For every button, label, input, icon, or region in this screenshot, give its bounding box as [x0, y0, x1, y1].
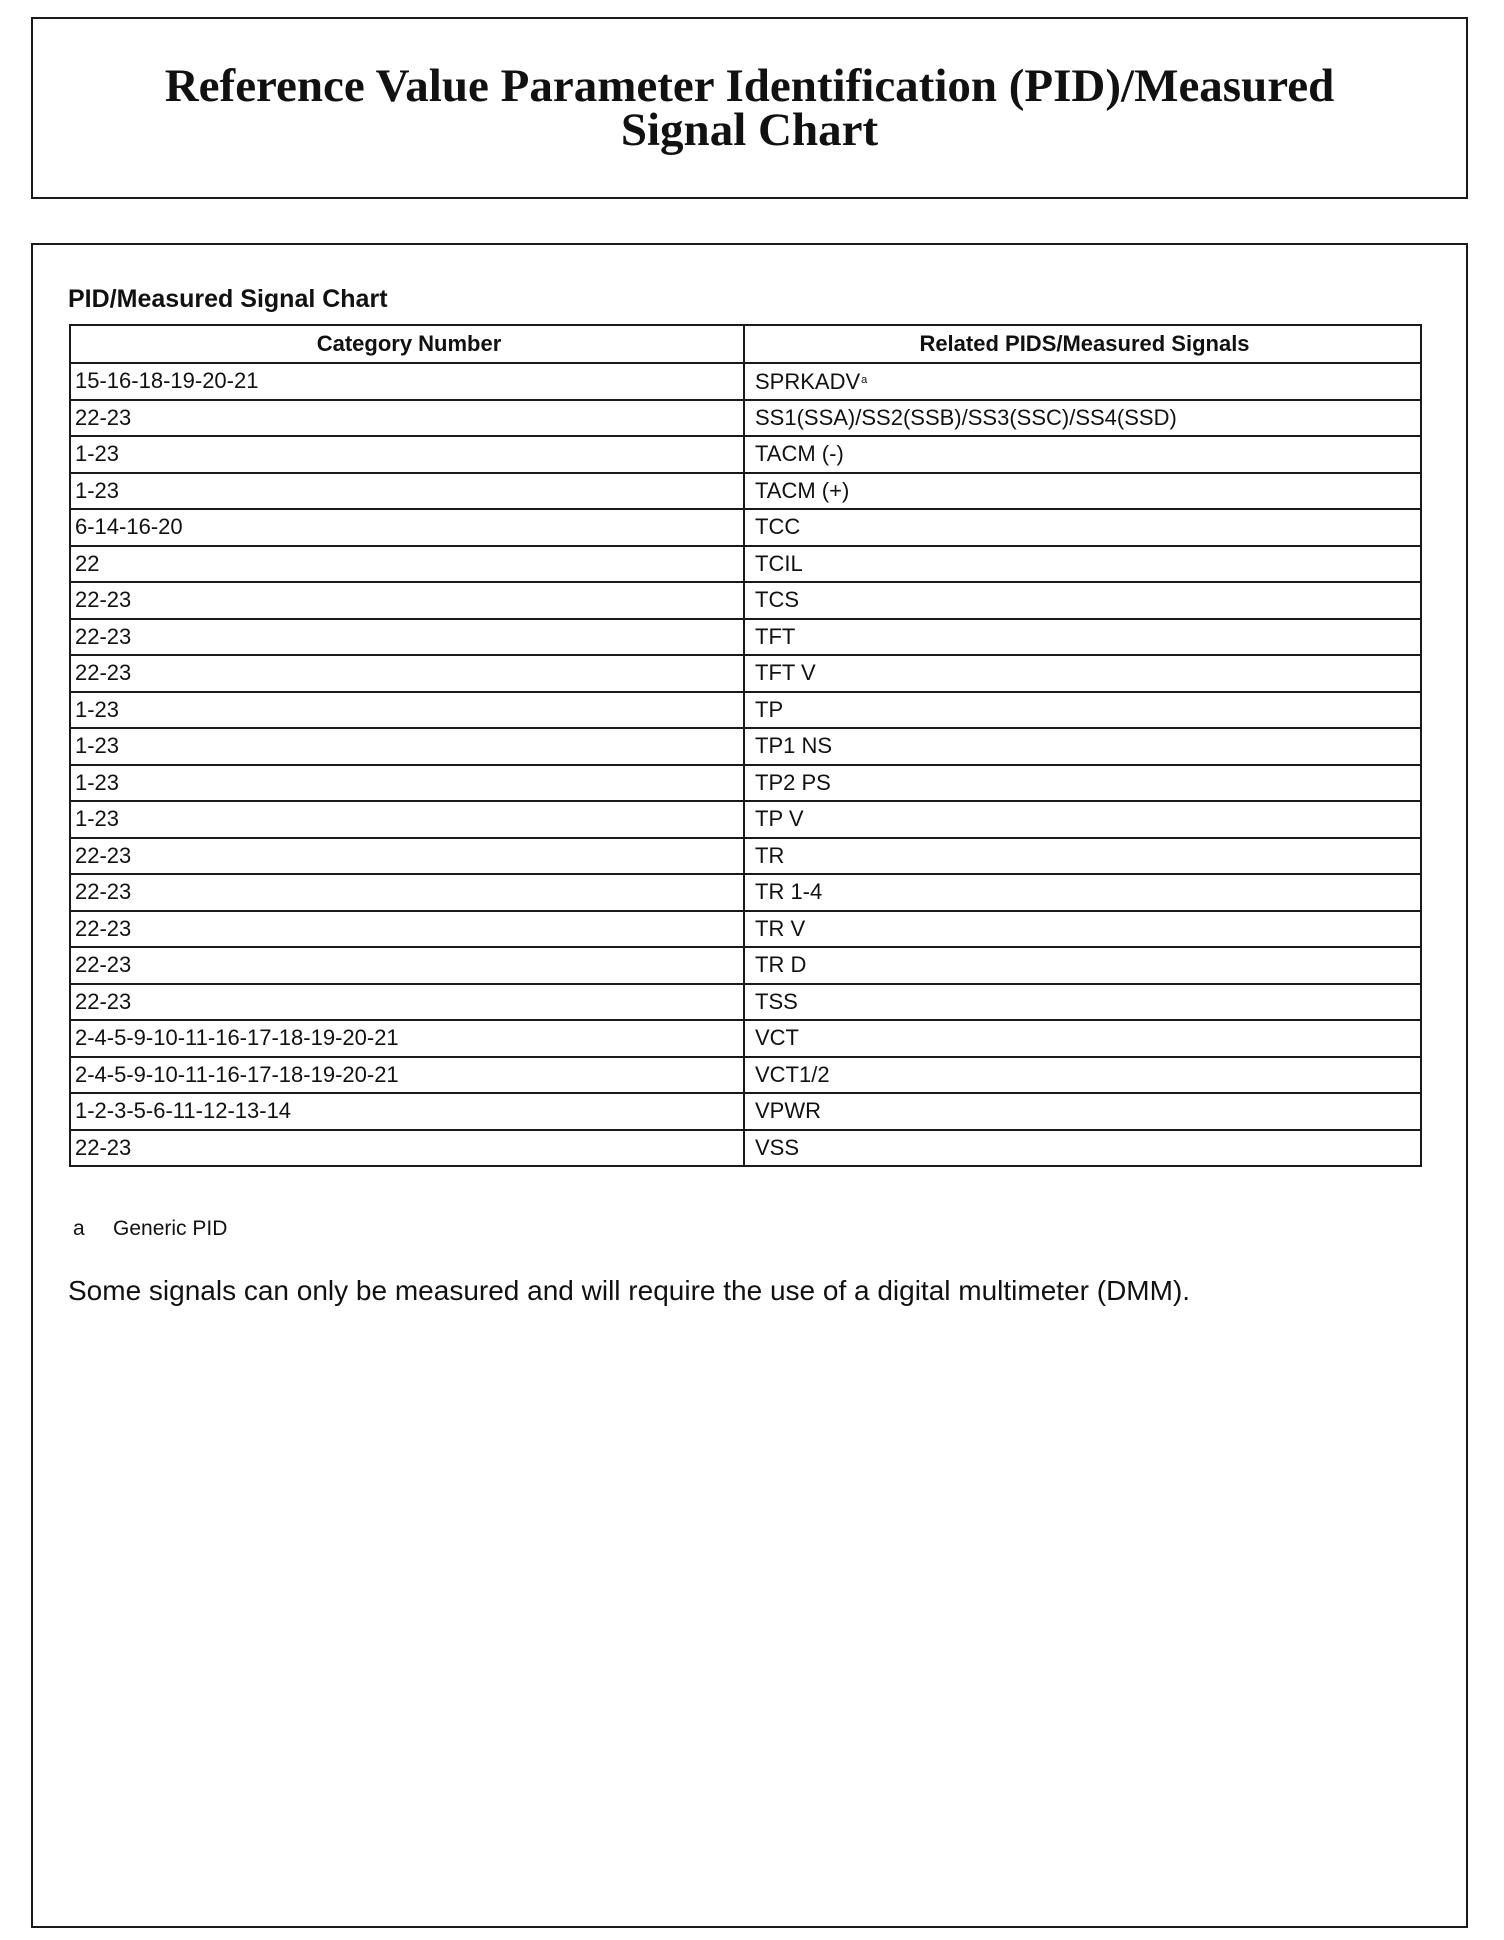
category-cell: 22-23 [70, 1130, 744, 1167]
table-row [70, 473, 1421, 510]
table-body [70, 363, 1421, 1166]
signal-cell [744, 728, 1421, 765]
signal-cell [744, 619, 1421, 656]
table-header-row [70, 325, 1421, 363]
signal-cell [744, 509, 1421, 546]
signal-cell [744, 655, 1421, 692]
table-row [70, 765, 1421, 802]
signal-cell [744, 473, 1421, 510]
footnote-reference: a [861, 374, 868, 387]
dmm-note: Some signals can only be measured and will require the use of a digital multimeter (DMM). [68, 1275, 1191, 1306]
table-row [70, 728, 1421, 765]
category-cell: 22-23 [70, 911, 744, 948]
category-cell: 22-23 [70, 400, 744, 437]
category-cell: 22-23 [70, 582, 744, 619]
table-row [70, 619, 1421, 656]
signal-text: TP [755, 696, 784, 722]
table-row [70, 509, 1421, 546]
signal-cell [744, 874, 1421, 911]
footnote-text: Generic PID [113, 1217, 228, 1240]
footnote [73, 1217, 227, 1241]
signal-cell [744, 765, 1421, 802]
signal-text: VCT1/2 [755, 1061, 830, 1087]
footnote-mark: a [73, 1217, 85, 1240]
title-box [31, 17, 1468, 199]
category-cell: 1-23 [70, 765, 744, 802]
category-cell: 2-4-5-9-10-11-16-17-18-19-20-21 [70, 1020, 744, 1057]
page-title-line-2: Signal Chart [620, 104, 879, 156]
signal-cell [744, 1093, 1421, 1130]
signal-cell [744, 947, 1421, 984]
table-row [70, 436, 1421, 473]
signal-text: TCIL [755, 550, 803, 576]
table-row [70, 400, 1421, 437]
signal-cell [744, 1130, 1421, 1167]
signal-text: TR 1-4 [755, 879, 823, 905]
signal-cell [744, 400, 1421, 437]
table-row [70, 947, 1421, 984]
signal-text: TACM (-) [755, 441, 844, 467]
table-row [70, 692, 1421, 729]
signal-cell [744, 838, 1421, 875]
signal-text: TCS [755, 587, 799, 613]
signal-cell [744, 1057, 1421, 1094]
category-cell: 6-14-16-20 [70, 509, 744, 546]
signal-cell [744, 984, 1421, 1021]
signal-text: VPWR [755, 1098, 821, 1124]
table-row [70, 546, 1421, 583]
signal-cell [744, 546, 1421, 583]
signal-text: TP V [755, 806, 804, 832]
column-header-category: Category Number [70, 325, 744, 363]
signal-text: TFT [755, 623, 796, 649]
signal-text: TACM (+) [755, 477, 850, 503]
signal-cell [744, 692, 1421, 729]
signal-cell [744, 911, 1421, 948]
signal-cell [744, 436, 1421, 473]
category-cell: 1-23 [70, 473, 744, 510]
signal-text: SPRKADV [755, 369, 861, 395]
signal-text: TR D [755, 952, 807, 978]
category-cell: 22 [70, 546, 744, 583]
category-cell: 1-23 [70, 436, 744, 473]
category-cell: 22-23 [70, 984, 744, 1021]
category-cell: 1-2-3-5-6-11-12-13-14 [70, 1093, 744, 1130]
category-cell: 22-23 [70, 838, 744, 875]
signal-text: TSS [755, 988, 798, 1014]
page-title [125, 60, 1375, 156]
table-row [70, 1057, 1421, 1094]
table-row [70, 984, 1421, 1021]
signal-text: TCC [755, 514, 801, 540]
table-row [70, 911, 1421, 948]
category-cell: 22-23 [70, 947, 744, 984]
signal-text: TR V [755, 915, 806, 941]
table-row [70, 655, 1421, 692]
signal-text: TR [755, 842, 785, 868]
table-row [70, 801, 1421, 838]
signal-text: VSS [755, 1134, 800, 1160]
signal-text: VCT [755, 1025, 799, 1051]
table-row [70, 582, 1421, 619]
table-caption: PID/Measured Signal Chart [68, 285, 388, 313]
signal-cell [744, 582, 1421, 619]
table-row [70, 1020, 1421, 1057]
category-cell: 1-23 [70, 728, 744, 765]
signal-text: SS1(SSA)/SS2(SSB)/SS3(SSC)/SS4(SSD) [755, 404, 1177, 430]
signal-cell [744, 1020, 1421, 1057]
category-cell: 1-23 [70, 692, 744, 729]
signal-text: TP2 PS [755, 769, 831, 795]
category-cell: 1-23 [70, 801, 744, 838]
category-cell: 22-23 [70, 655, 744, 692]
table-row [70, 874, 1421, 911]
signal-text: TFT V [755, 660, 816, 686]
signal-cell [744, 801, 1421, 838]
table-row [70, 1130, 1421, 1167]
signal-text: TP1 NS [755, 733, 833, 759]
column-header-signals: Related PIDS/Measured Signals [744, 325, 1421, 363]
signal-cell [744, 363, 1421, 400]
content-box [31, 243, 1468, 1928]
table-row [70, 363, 1421, 400]
category-cell: 15-16-18-19-20-21 [70, 363, 744, 400]
pid-signal-table [69, 324, 1422, 1167]
category-cell: 22-23 [70, 619, 744, 656]
table-row [70, 1093, 1421, 1130]
category-cell: 2-4-5-9-10-11-16-17-18-19-20-21 [70, 1057, 744, 1094]
page-title-line-1: Reference Value Parameter Identification (PID)/Measured [164, 60, 1335, 112]
table-row [70, 838, 1421, 875]
category-cell: 22-23 [70, 874, 744, 911]
